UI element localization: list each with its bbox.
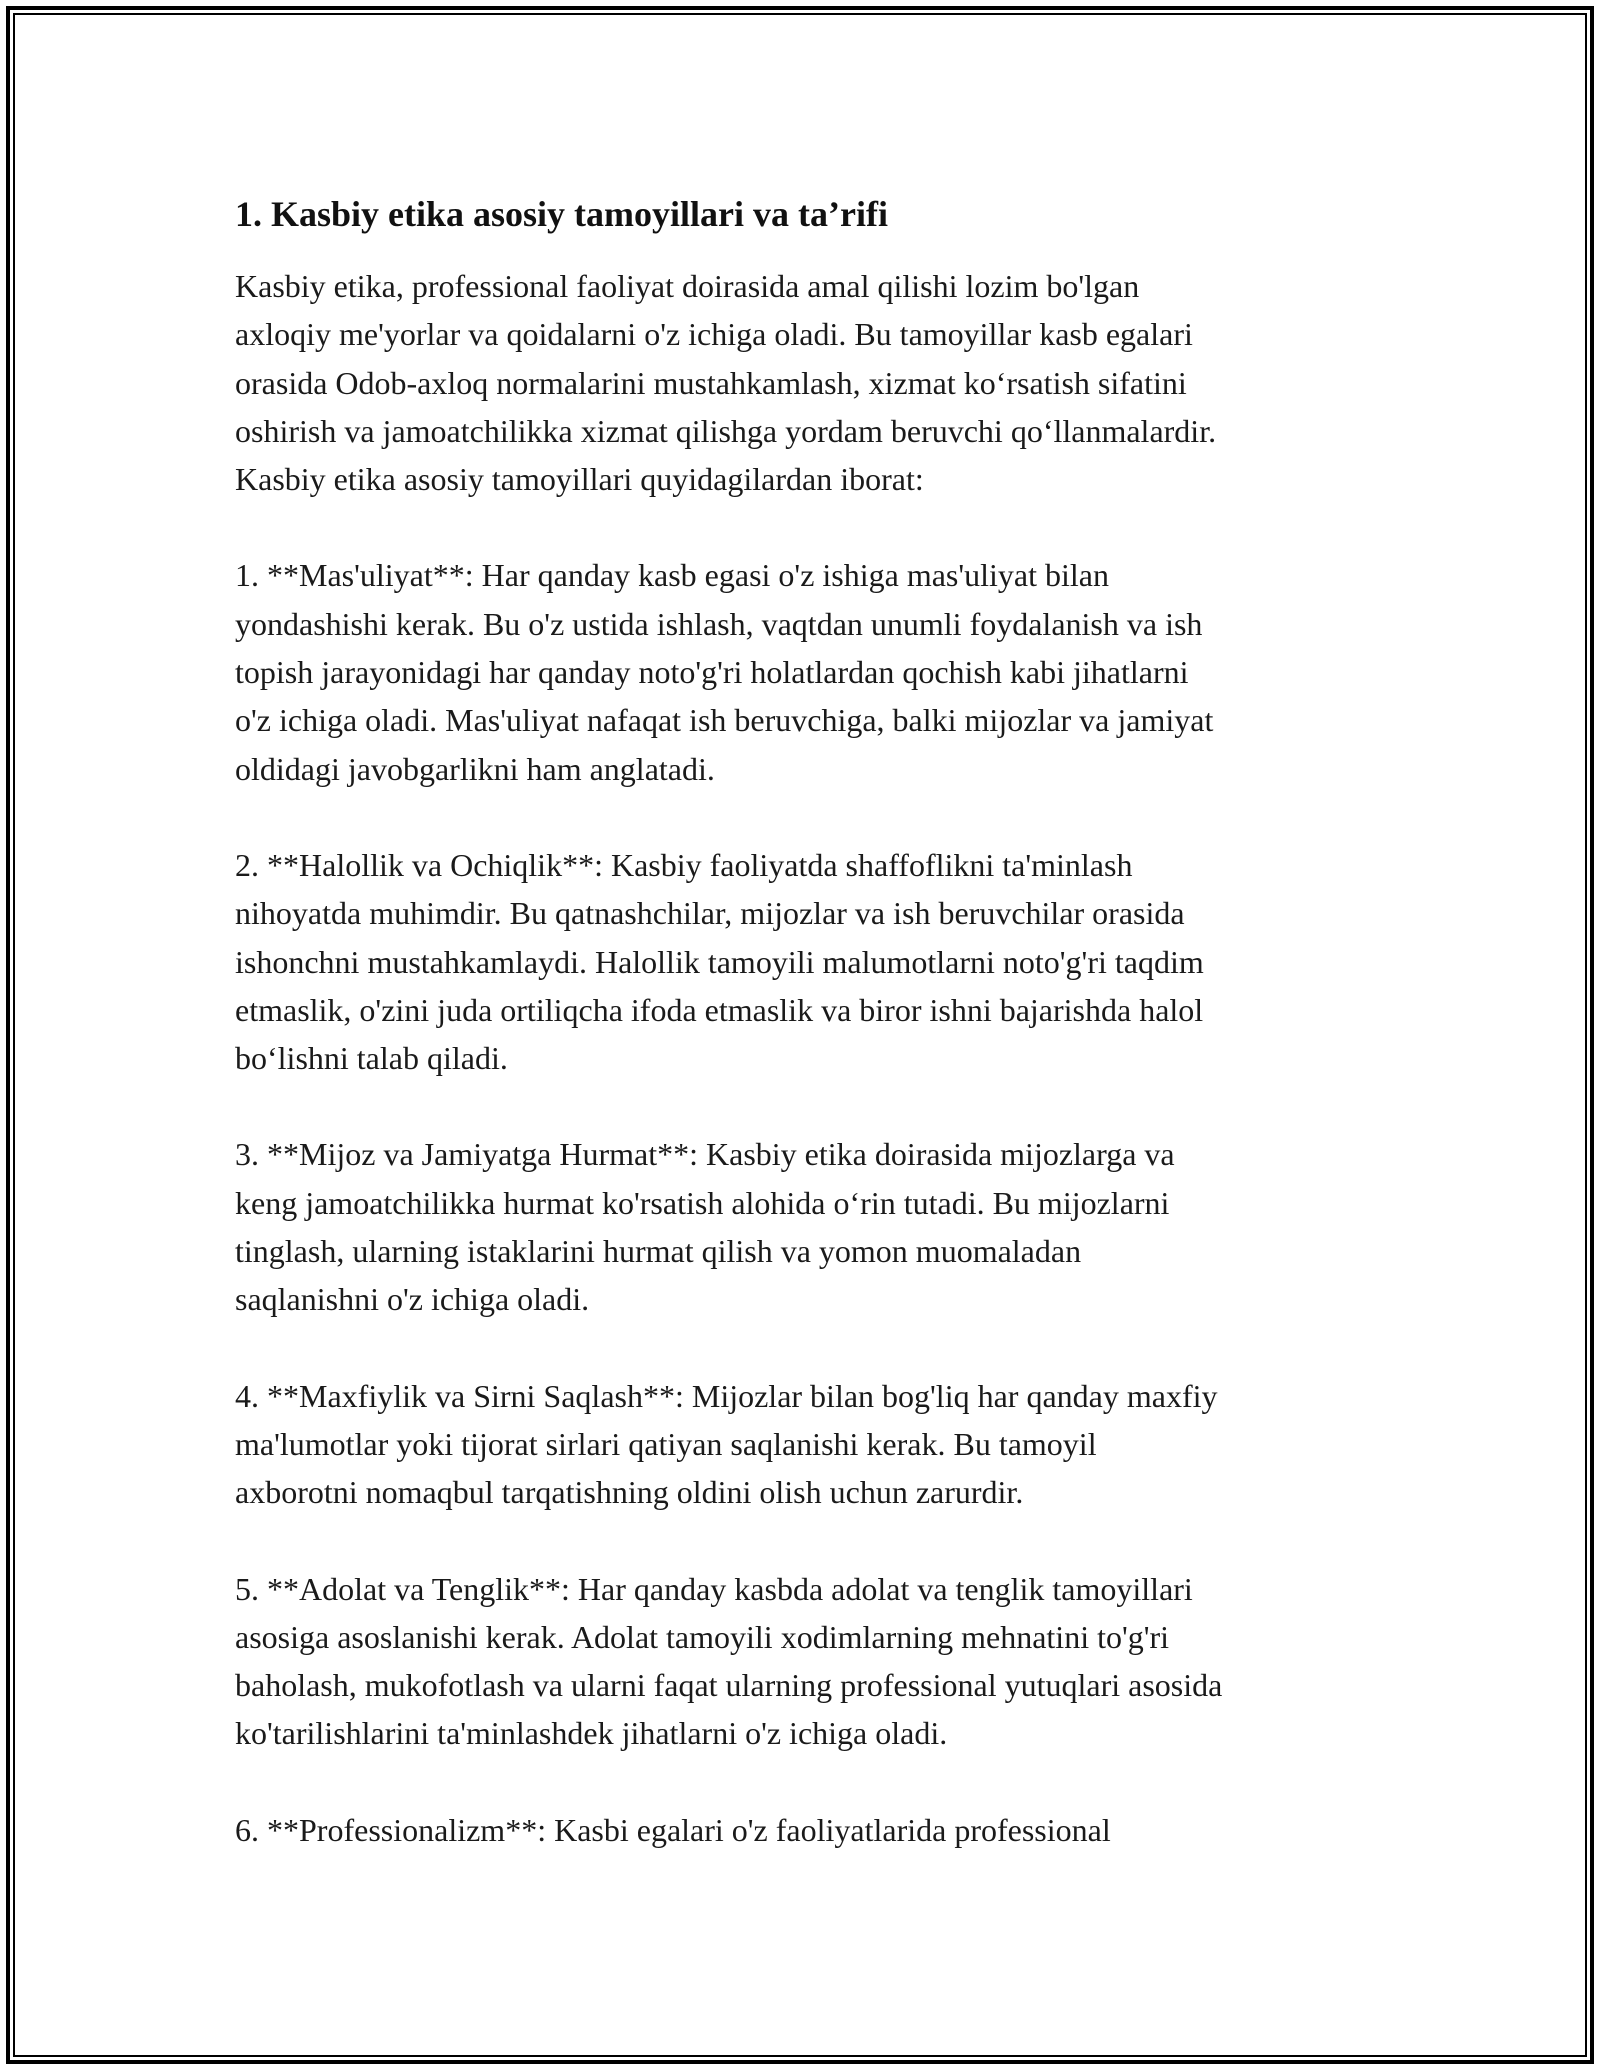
section-heading: 1. Kasbiy etika asosiy tamoyillari va ta’rifi: [235, 194, 888, 234]
principle-confidentiality: 4. **Maxfiylik va Sirni Saqlash**: Mijozlar bilan bog'liq har qanday maxfiy ma'lumotlar yoki tijorat sirlari qatiyan saqlanishi kerak. Bu tamoyil axborotni nomaqbul tarqatishning oldini olish uchun zarurdir.: [235, 1377, 1218, 1511]
intro-paragraph: Kasbiy etika, professional faoliyat doirasida amal qilishi lozim bo'lgan axloqiy me'yorlar va qoidalarni o'z ichiga oladi. Bu tamoyillar kasb egalari orasida Odob-axloq normalarini mustahkamlash, xizmat ko‘rsatish sifatini oshirish va jamoatchilikka xizmat qilishga yordam beruvchi qo‘llanmalardir. Kasbiy etika asosiy tamoyillari quyidagilardan iborat:: [235, 268, 1217, 498]
principle-honesty-openness: 2. **Halollik va Ochiqlik**: Kasbiy faoliyatda shaffoflikni ta'minlash nihoyatda muhimdir. Bu qatnashchilar, mijozlar va ish beruvchilar orasida ishonchni mustahkamlaydi. Halollik tamoyili malumotlarni noto'g'ri taqdim etmaslik, o'zini juda ortiliqcha ifoda etmaslik va biror ishni bajarishda halol bo‘lishni talab qiladi.: [235, 846, 1204, 1077]
document-body: [235, 186, 1375, 1902]
principle-responsibility: 1. **Mas'uliyat**: Har qanday kasb egasi o'z ishiga mas'uliyat bilan yondashishi kerak. Bu o'z ustida ishlash, vaqtdan unumli foydalanish va ish topish jarayonidagi har qanday noto'g'ri holatlardan qochish kabi jihatlarni o'z ichiga oladi. Mas'uliyat nafaqat ish beruvchiga, balki mijozlar va jamiyat oldidagi javobgarlikni ham anglatadi.: [235, 557, 1214, 787]
principle-fairness-equality: 5. **Adolat va Tenglik**: Har qanday kasbda adolat va tenglik tamoyillari asosiga asoslanishi kerak. Adolat tamoyili xodimlarning mehnatini to'g'ri baholash, mukofotlash va ularni faqat ularning professional yutuqlari asosida ko'tarilishlarini ta'minlashdek jihatlarni o'z ichiga oladi.: [235, 1570, 1223, 1752]
principle-respect: 3. **Mijoz va Jamiyatga Hurmat**: Kasbiy etika doirasida mijozlarga va keng jamoatchilikka hurmat ko'rsatish alohida o‘rin tutadi. Bu mijozlarni tinglash, ularning istaklarini hurmat qilish va yomon muomaladan saqlanishni o'z ichiga oladi.: [235, 1136, 1175, 1318]
principle-professionalism: 6. **Professionalizm**: Kasbi egalari o'z faoliyatlarida professional: [235, 1811, 1111, 1848]
